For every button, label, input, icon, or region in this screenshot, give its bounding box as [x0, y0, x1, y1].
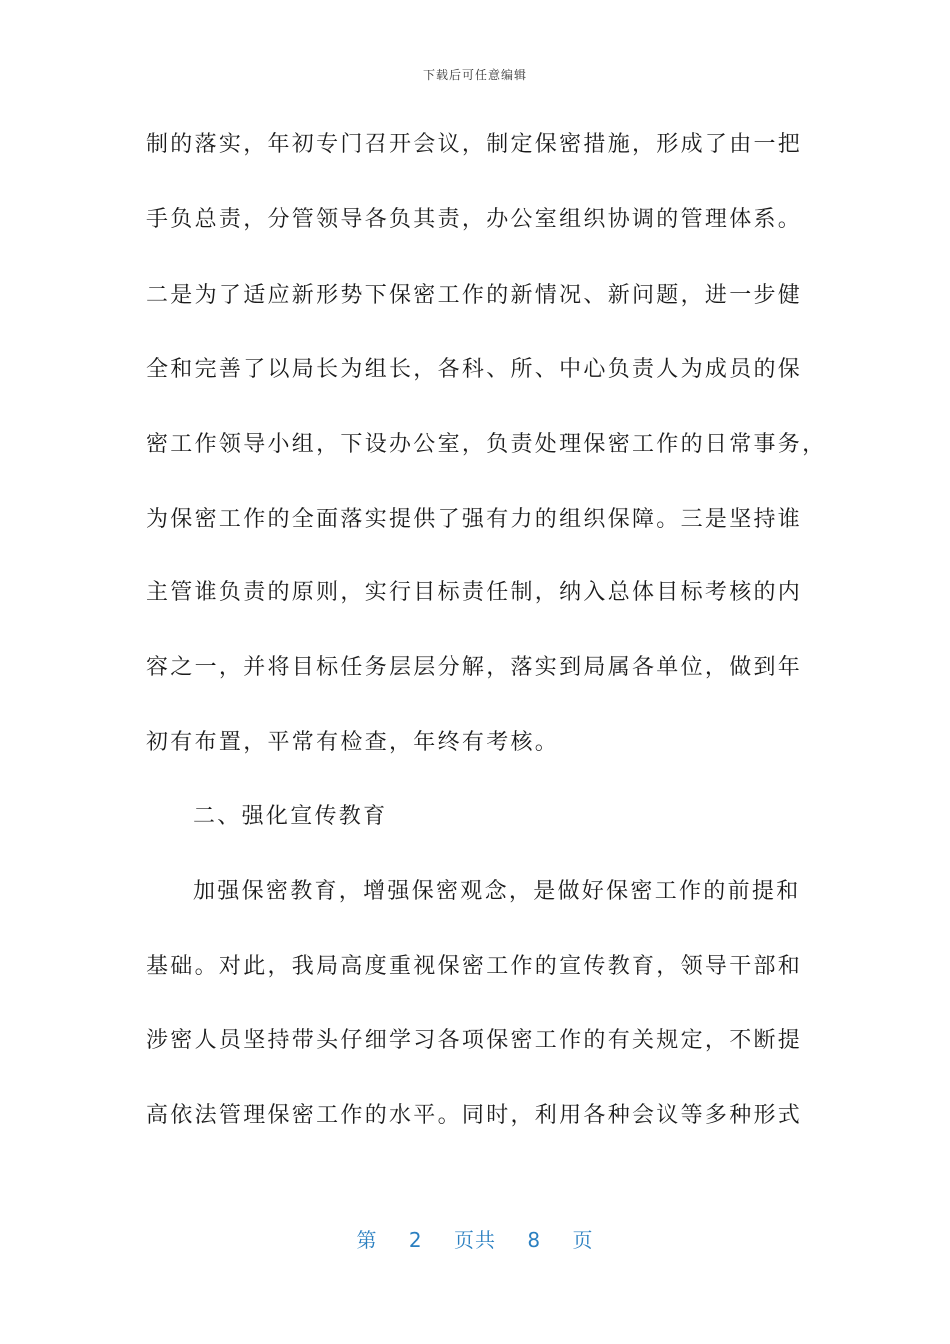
- body-line-7: 主管谁负责的原则，实行目标责任制，纳入总体目标考核的内: [146, 580, 803, 605]
- section-heading: 二、强化宣传教育: [193, 804, 388, 829]
- paragraph2-line-4: 高依法管理保密工作的水平。同时，利用各种会议等多种形式: [146, 1103, 803, 1128]
- body-line-6: 为保密工作的全面落实提供了强有力的组织保障。三是坚持谁: [146, 507, 803, 532]
- page-header-note: 下载后可任意编辑: [422, 68, 527, 82]
- footer-current-page: 2: [408, 1228, 423, 1252]
- footer-total-pages: 8: [527, 1228, 542, 1252]
- paragraph2-line-3: 涉密人员坚持带头仔细学习各项保密工作的有关规定，不断提: [146, 1028, 803, 1053]
- page-footer: [0, 1224, 950, 1253]
- footer-middle: 页共: [454, 1228, 496, 1252]
- body-line-3: 二是为了适应新形势下保密工作的新情况、新问题，进一步健: [146, 283, 803, 308]
- body-line-5: 密工作领导小组，下设办公室，负责处理保密工作的日常事务，: [146, 432, 827, 457]
- paragraph2-line-2: 基础。对此，我局高度重视保密工作的宣传教育，领导干部和: [146, 954, 803, 979]
- body-line-4: 全和完善了以局长为组长，各科、所、中心负责人为成员的保: [146, 357, 803, 382]
- body-line-2: 手负总责，分管领导各负其责，办公室组织协调的管理体系。: [146, 207, 803, 232]
- body-line-1: 制的落实，年初专门召开会议，制定保密措施，形成了由一把: [146, 132, 803, 157]
- footer-prefix: 第: [356, 1228, 378, 1252]
- body-line-8: 容之一，并将目标任务层层分解，落实到局属各单位，做到年: [146, 655, 803, 680]
- body-line-9: 初有布置，平常有检查，年终有考核。: [146, 730, 560, 755]
- footer-suffix: 页: [572, 1228, 594, 1252]
- paragraph2-line-1: 加强保密教育，增强保密观念，是做好保密工作的前提和: [193, 879, 801, 904]
